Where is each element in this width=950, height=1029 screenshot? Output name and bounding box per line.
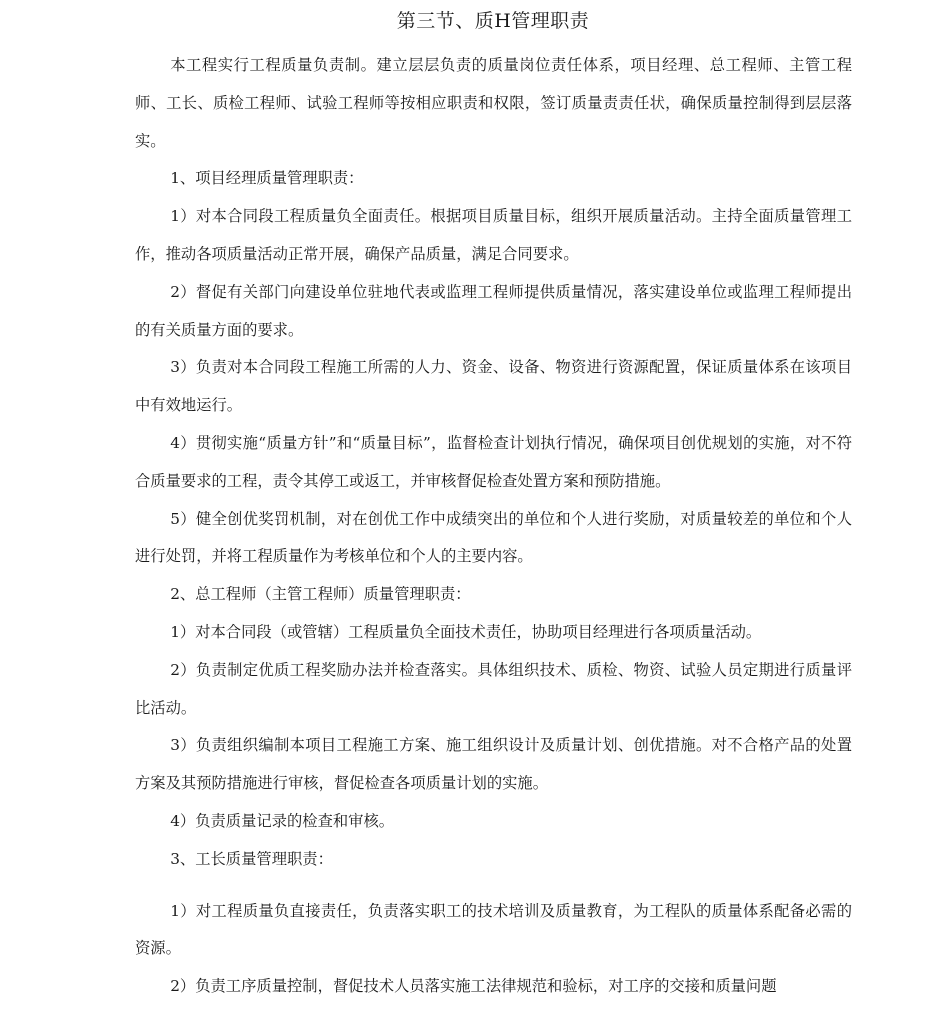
paragraph-fm-1: 1）对工程质量负直接责任，负责落实职工的技术培训及质量教育，为工程队的质量体系配备必需的资源。 [135, 901, 852, 958]
heading-chief-engineer: 2、总工程师（主管工程师）质量管理职责： [170, 585, 471, 604]
paragraph-pm-4: 4）贯彻实施“质量方针”和“质量目标”，监督检查计划执行情况，确保项目创优规划的实施，对不符合质量要求的工程，责令其停工或返工，并审核督促检查处置方案和预防措施。 [135, 433, 852, 490]
paragraph-ce-4: 4）负责质量记录的检查和审核。 [170, 811, 395, 830]
paragraph-pm-2: 2）督促有关部门向建设单位驻地代表或监理工程师提供质量情况，落实建设单位或监理工程师提出的有关质量方面的要求。 [135, 282, 852, 339]
paragraph-pm-5: 5）健全创优奖罚机制，对在创优工作中成绩突出的单位和个人进行奖励，对质量较差的单位和个人进行处罚，并将工程质量作为考核单位和个人的主要内容。 [135, 509, 852, 566]
document-body [135, 47, 852, 1006]
section-title: 第三节、质H管理职责 [396, 10, 590, 32]
paragraph-pm-1: 1）对本合同段工程质量负全面责任。根据项目质量目标，组织开展质量活动。主持全面质量管理工作，推动各项质量活动正常开展，确保产品质量，满足合同要求。 [135, 207, 852, 263]
paragraph-ce-3: 3）负责组织编制本项目工程施工方案、施工组织设计及质量计划、创优措施。对不合格产品的处置方案及其预防措施进行审核，督促检查各项质量计划的实施。 [135, 736, 852, 793]
heading-foreman: 3、工长质量管理职责： [170, 849, 333, 868]
paragraph-fm-2: 2）负责工序质量控制，督促技术人员落实施工法律规范和验标，对工序的交接和质量问题 [170, 977, 777, 996]
paragraph-pm-3: 3）负责对本合同段工程施工所需的人力、资金、设备、物资进行资源配置，保证质量体系在该项目中有效地运行。 [135, 358, 852, 415]
paragraph-intro: 本工程实行工程质量负责制。建立层层负责的质量岗位责任体系，项目经理、总工程师、主管工程师、工长、质检工程师、试验工程师等按相应职责和权限，签订质量责责任状，确保质量控制得到层层落实。 [135, 56, 852, 150]
heading-project-manager: 1、项目经理质量管理职责： [170, 169, 364, 188]
paragraph-ce-1: 1）对本合同段（或管辖）工程质量负全面技术责任，协助项目经理进行各项质量活动。 [170, 622, 762, 641]
paragraph-ce-2: 2）负责制定优质工程奖励办法并检查落实。具体组织技术、质检、物资、试验人员定期进行质量评比活动。 [135, 660, 852, 717]
